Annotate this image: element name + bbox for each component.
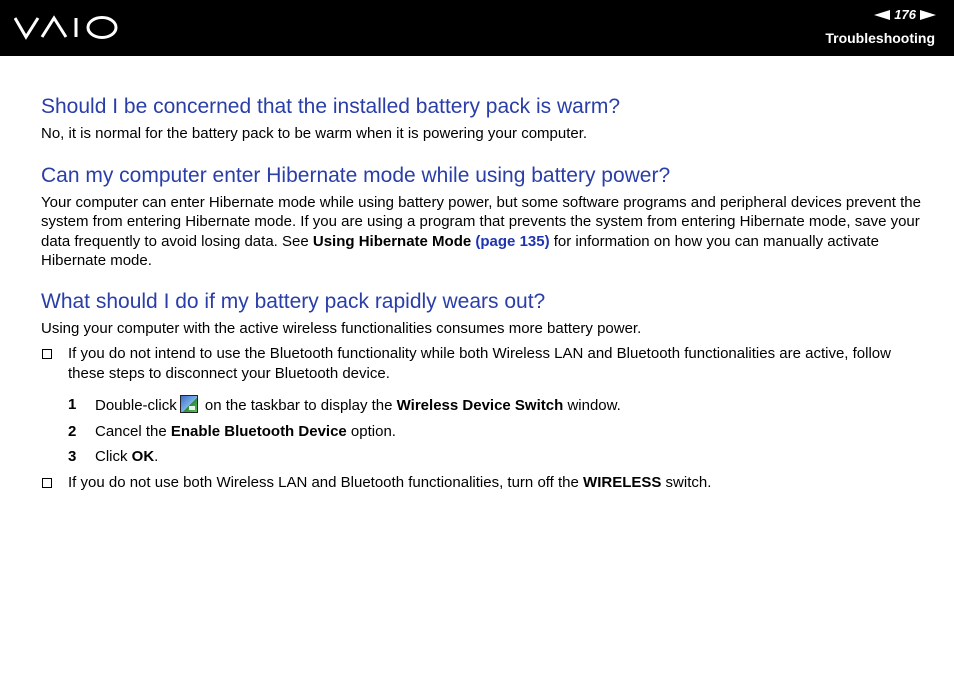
step-bold-text: Wireless Device Switch bbox=[396, 397, 564, 414]
step-bold-text: OK bbox=[131, 448, 155, 465]
question-2-answer bbox=[41, 193, 921, 271]
header-bar bbox=[0, 0, 954, 56]
wireless-switch-icon[interactable] bbox=[180, 395, 198, 413]
step-text: Double-click bbox=[95, 397, 177, 414]
question-2-heading: Can my computer enter Hibernate mode while using battery power? bbox=[41, 163, 671, 187]
bullet-bold-text: WIRELESS bbox=[583, 473, 662, 491]
answer-text: for information on how you can manually activate Hibernate mode. bbox=[41, 232, 879, 269]
question-3-intro: Using your computer with the active wireless functionalities consumes more battery power. bbox=[41, 319, 642, 337]
step-item bbox=[41, 422, 921, 442]
step-number: 2 bbox=[68, 422, 77, 440]
question-1-heading: Should I be concerned that the installed battery pack is warm? bbox=[41, 95, 620, 118]
question-1-answer: No, it is normal for the battery pack to be warm when it is powering your computer. bbox=[41, 125, 588, 142]
step-number: 1 bbox=[68, 396, 77, 413]
bullet-item bbox=[41, 344, 921, 383]
section-title: Troubleshooting bbox=[825, 30, 935, 46]
previous-page-icon[interactable] bbox=[874, 10, 890, 20]
step-text: on the taskbar to display the bbox=[200, 397, 397, 414]
page-link[interactable]: (page 135) bbox=[475, 232, 550, 250]
page-navigator bbox=[874, 7, 936, 22]
page-number: 176 bbox=[894, 7, 916, 22]
vaio-logo bbox=[14, 14, 120, 45]
step-text: window. bbox=[563, 397, 621, 414]
answer-text: Your computer can enter Hibernate mode while using battery power, but some software programs and peripheral devices prevent the system from entering Hibernate mode. If you are using a program that prevents the system from entering Hibernate mode, save your data frequently to avoid losing data. See bbox=[41, 193, 921, 250]
step-number: 3 bbox=[68, 448, 77, 465]
reference-title: Using Hibernate Mode bbox=[312, 232, 472, 250]
step-item bbox=[41, 447, 921, 467]
main-content bbox=[41, 94, 921, 492]
bullet-text: switch. bbox=[661, 473, 712, 491]
bullet-box-icon bbox=[42, 349, 52, 359]
bullet-item bbox=[41, 473, 921, 493]
bullet-text: If you do not use both Wireless LAN and Bluetooth functionalities, turn off the bbox=[68, 473, 584, 491]
step-text: Cancel the bbox=[95, 422, 171, 440]
next-page-icon[interactable] bbox=[920, 10, 936, 20]
step-item bbox=[41, 395, 921, 416]
question-3-heading: What should I do if my battery pack rapidly wears out? bbox=[41, 289, 546, 313]
step-text: option. bbox=[346, 422, 396, 440]
bullet-box-icon bbox=[42, 478, 52, 488]
step-text: Click bbox=[95, 448, 132, 465]
step-bold-text: Enable Bluetooth Device bbox=[170, 422, 347, 440]
step-text: . bbox=[154, 448, 159, 465]
bullet-text: If you do not intend to use the Bluetooth functionality while both Wireless LAN and Bluetooth functionalities are active, follow these steps to disconnect your Bluetooth device. bbox=[68, 345, 891, 382]
